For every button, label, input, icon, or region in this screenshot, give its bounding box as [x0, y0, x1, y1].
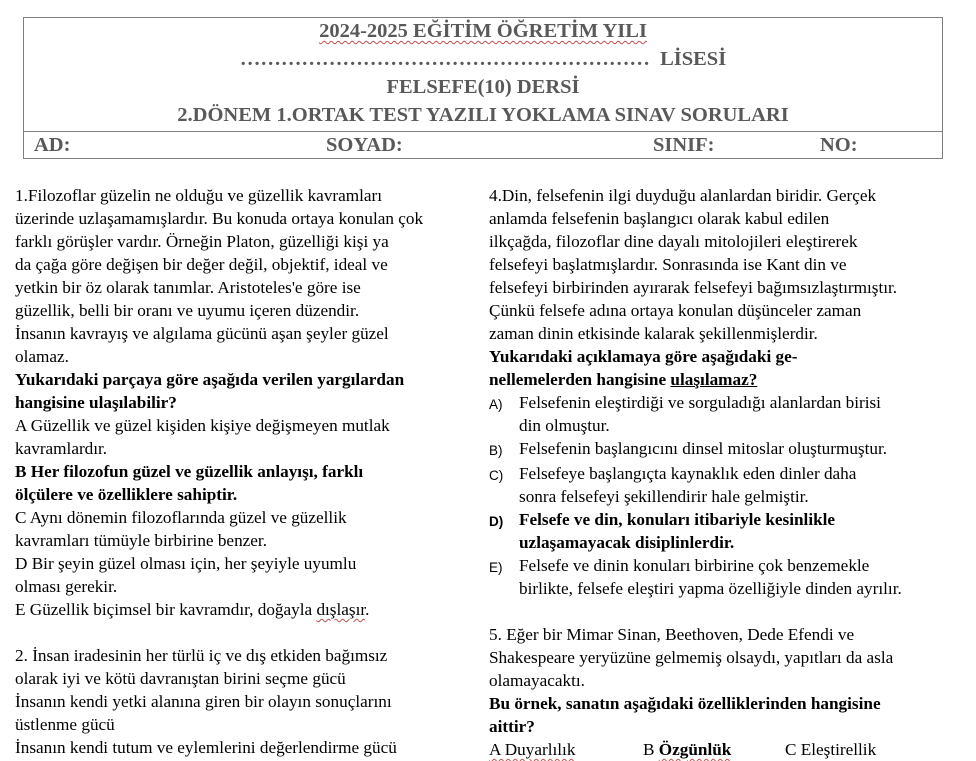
- q4-option-b[interactable]: B) Felsefenin başlangıcını dinsel mitoslar oluşturmuştur.: [489, 439, 888, 458]
- q1-line: üzerinde uzlaşamamışlardır. Bu konuda ortaya konulan çok: [15, 209, 424, 228]
- q4-option-a[interactable]: A) Felsefenin eleştirdiği ve sorguladığı alanlardan birisi din olmuştur.: [489, 393, 881, 435]
- q2-line: İnsanın kendi yetki alanına giren bir olayın sonuçlarını: [15, 692, 392, 711]
- question-2: [15, 644, 481, 759]
- q1-line: farklı görüşler vardır. Örneğin Platon, güzelliği kişi ya: [15, 232, 389, 251]
- q5-option-c[interactable]: C Eleştirellik: [785, 740, 877, 759]
- q5-answers: [489, 738, 969, 761]
- school-name-line: [24, 48, 942, 71]
- question-4: [489, 184, 969, 600]
- q4-option-c[interactable]: C) Felsefeye başlangıçta kaynaklık eden dinler daha sonra felsefeyi şekillendirir hale gelmiştir.: [489, 464, 857, 506]
- q4-prompt: nellemelerden hangisine ulaşılamaz?: [489, 370, 758, 389]
- q1-line: olamaz.: [15, 347, 69, 366]
- class-field[interactable]: SINIF:: [653, 134, 715, 156]
- q2-line: İnsanın kendi tutum ve eylemlerini değerlendirme gücü: [15, 738, 397, 757]
- q1-line: yetkin bir öz olarak tanımlar. Aristoteles'e göre ise: [15, 278, 361, 297]
- q4-prompt: Yukarıdaki açıklamaya göre aşağıdaki ge-: [489, 347, 798, 366]
- q1-line: güzellik, belli bir oranı ve uyumu içeren düzendir.: [15, 301, 360, 320]
- q5-option-b[interactable]: B Özgünlük: [643, 740, 732, 759]
- q1-prompt: Yukarıdaki parçaya göre aşağıda verilen yargılardan: [15, 370, 405, 389]
- school-year: 2024-2025 EĞİTİM ÖĞRETİM YILI: [319, 20, 647, 42]
- course-title: FELSEFE(10) DERSİ: [386, 76, 580, 98]
- q4-line: Çünkü felsefe adına ortaya konulan düşünceler zaman: [489, 301, 862, 320]
- q4-line: felsefeyi birbirinden ayırarak felsefeyi bağımsızlaştırmıştır.: [489, 278, 898, 297]
- q1-option-d[interactable]: D Bir şeyin güzel olması için, her şeyiyle uyumlu olması gerekir.: [15, 554, 357, 596]
- q4-line: anlamda felsefenin başlangıcı olarak kabul edilen: [489, 209, 830, 228]
- q1-prompt: hangisine ulaşılabilir?: [15, 393, 177, 412]
- q2-line: üstlenme gücü: [15, 715, 115, 734]
- q4-line: ilkçağda, filozoflar dine dayalı mitolojileri eleştirerek: [489, 232, 858, 251]
- q5-option-a[interactable]: A Duyarlılık: [489, 740, 576, 759]
- q4-option-d[interactable]: D) Felsefe ve din, konuları itibariyle kesinlikle uzlaşamayacak disiplinlerdir.: [489, 510, 836, 552]
- school-suffix: LİSESİ: [660, 48, 727, 70]
- q4-line: zaman dinin etkisinde kalarak şekillenmişlerdir.: [489, 324, 818, 343]
- q5-line: olamayacaktı.: [489, 671, 585, 690]
- q4-option-e[interactable]: E) Felsefe ve dinin konuları birbirine çok benzemekle birlikte, felsefe eleştiri yapma özelliğiyle dinden ayrılır.: [489, 556, 902, 598]
- right-column: [489, 184, 969, 761]
- school-name-blank[interactable]: ……………………………………………………: [239, 48, 650, 70]
- q1-line: İnsanın kavrayış ve algılama gücünü aşan şeyler güzel: [15, 324, 389, 343]
- q1-option-a[interactable]: A Güzellik ve güzel kişiden kişiye değişmeyen mutlak kavramlardır.: [15, 416, 390, 458]
- q4-line: 4.Din, felsefenin ilgi duyduğu alanlardan biridir. Gerçek: [489, 186, 877, 205]
- surname-field[interactable]: SOYAD:: [326, 134, 403, 156]
- question-5: [489, 623, 969, 761]
- number-field[interactable]: NO:: [820, 134, 858, 156]
- student-info-row: [24, 131, 942, 160]
- exam-title: 2.DÖNEM 1.ORTAK TEST YAZILI YOKLAMA SINAV SORULARI: [177, 104, 789, 126]
- name-field[interactable]: AD:: [34, 134, 71, 156]
- q5-line: Shakespeare yeryüzüne gelmemiş olsaydı, yapıtları da asla: [489, 648, 894, 667]
- left-column: [15, 184, 481, 759]
- question-1: [15, 184, 481, 621]
- q1-line: da çağa göre değişen bir değer değil, objektif, ideal ve: [15, 255, 388, 274]
- q2-line: olarak iyi ve kötü davranıştan birini seçme gücü: [15, 669, 346, 688]
- q5-line: 5. Eğer bir Mimar Sinan, Beethoven, Dede Efendi ve: [489, 625, 855, 644]
- q2-line: 2. İnsan iradesinin her türlü iç ve dış etkiden bağımsız: [15, 646, 388, 665]
- q4-line: felsefeyi başlatmışlardır. Sonrasında ise Kant din ve: [489, 255, 847, 274]
- q1-option-e[interactable]: E Güzellik biçimsel bir kavramdır, doğayla dışlaşır.: [15, 600, 370, 619]
- q1-option-c[interactable]: C Aynı dönemin filozoflarında güzel ve güzellik kavramları tümüyle birbirine benzer.: [15, 508, 347, 550]
- q5-prompt: Bu örnek, sanatın aşağıdaki özelliklerinden hangisine: [489, 694, 881, 713]
- q1-line: 1.Filozoflar güzelin ne olduğu ve güzellik kavramları: [15, 186, 383, 205]
- q1-option-b[interactable]: B Her filozofun güzel ve güzellik anlayışı, farklı ölçülere ve özelliklere sahiptir.: [15, 462, 364, 504]
- exam-header: [23, 17, 943, 159]
- q5-prompt: aittir?: [489, 717, 535, 736]
